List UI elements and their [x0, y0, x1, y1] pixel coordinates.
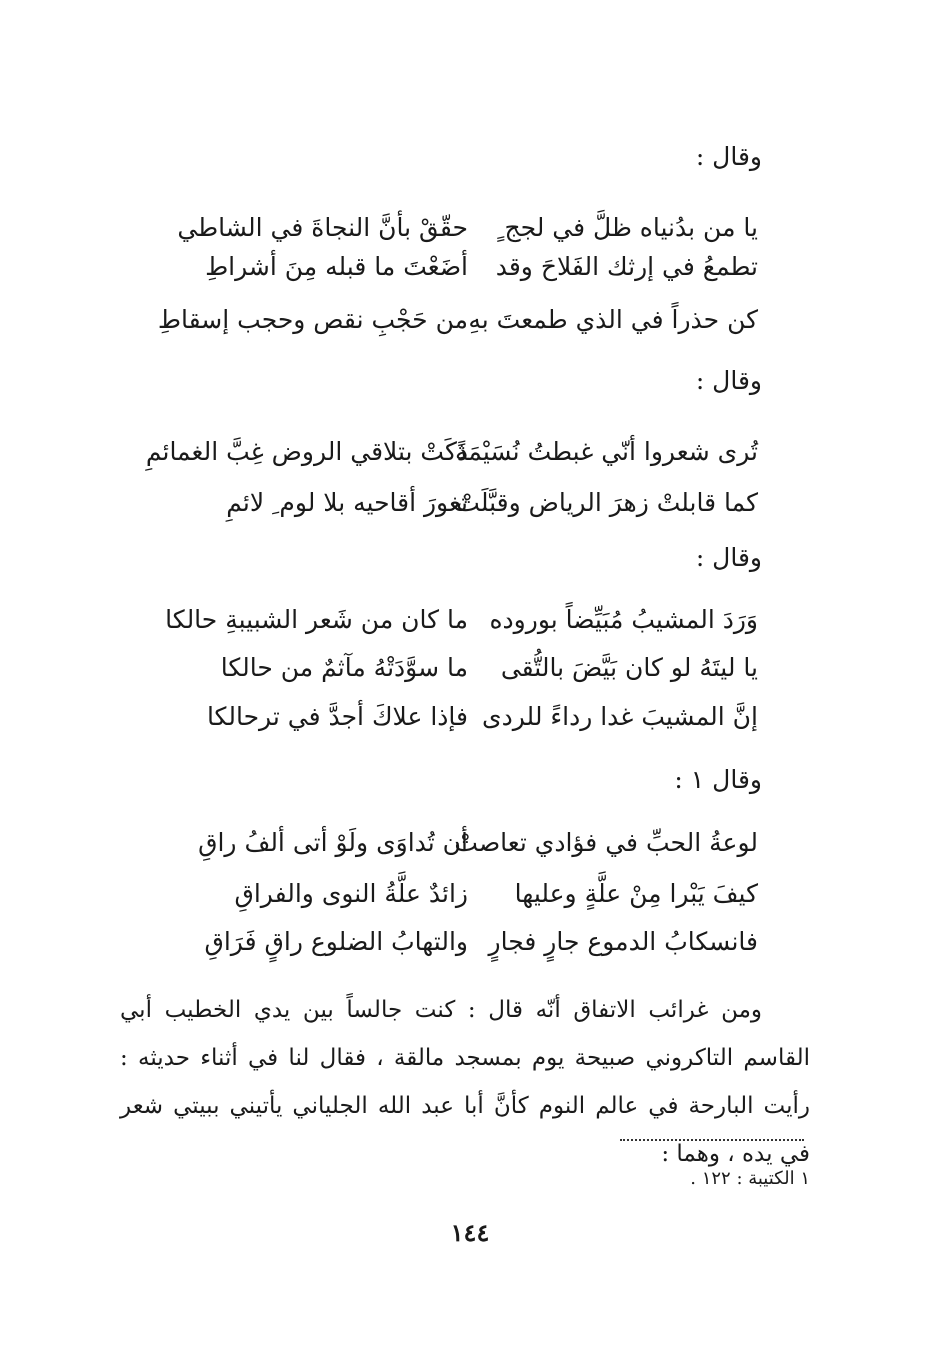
poem-intro: وقال : [695, 142, 762, 171]
page-number: ١٤٤ [450, 1218, 490, 1247]
poem-intro: وقال ١ : [674, 765, 762, 794]
verse-line [0, 595, 940, 645]
verse-second-hemistich: أن تُداوَى ولَوْ أتى ألفُ راقِ [198, 828, 468, 857]
footnote-separator [620, 1139, 804, 1141]
verse-line [0, 869, 940, 919]
verse-second-hemistich: من حَجْبِ نقص وحجب إسقاطِ [157, 305, 468, 334]
verse-first-hemistich: كن حذراً في الذي طمعتَ بهِ [468, 305, 758, 334]
verse-first-hemistich: تُرى شعروا أنّي غبطتُ نُسَيْمَةً [454, 437, 758, 466]
verse-second-hemistich: فإذا علاكَ أجدَّ في ترحالكا [206, 702, 468, 731]
verse-second-hemistich: ما سوَّدَتْهُ مآثمٌ من حالكا [220, 653, 468, 682]
verse-line [0, 692, 940, 742]
verse-line [0, 917, 940, 967]
verse-line [0, 818, 940, 868]
verse-second-hemistich: ثغورَ أقاحيه بلا لوم ِ لائمِ [226, 488, 468, 517]
verse-second-hemistich: والتهابُ الضلوع راقٍ فَرَاقِ [204, 927, 468, 956]
verse-first-hemistich: كما قابلتْ زهرَ الرياض وقبَّلَتْ [456, 488, 758, 517]
verse-line [0, 295, 940, 345]
verse-first-hemistich: وَرَدَ المشيبُ مُبَيِّضاً بوروده [489, 605, 758, 634]
verse-first-hemistich: إنَّ المشيبَ غدا رداءً للردى [482, 702, 758, 731]
verse-first-hemistich: تطمعُ في إرثك الفَلاحَ وقد [495, 252, 758, 281]
prose-text: ومن غرائب الاتفاق أنّه قال : كنت جالساً بين يدي الخطيب أبي القاسم التاكروني صبيحة يوم بمسجد مالقة ، فقال لنا في أثناء حديثه : رأيت البارحة في عالم النوم كأنَّ أبا عبد الله الجلياني يأتيني ببيتي شعر في يده ، وهما : [120, 997, 810, 1167]
poem-intro: وقال : [695, 366, 762, 395]
verse-first-hemistich: لوعةُ الحبِّ في فؤادي تعاصتْ [454, 828, 758, 857]
verse-first-hemistich: كيفَ يَبْرا مِنْ علَّةٍ وعليها [514, 879, 758, 908]
verse-first-hemistich: فانسكابُ الدموع جارٍ فجارٍ [488, 927, 758, 956]
verse-second-hemistich: ما كان من شَعر الشبيبةِ حالكا [165, 605, 468, 634]
verse-first-hemistich: يا من بدُنياه ظلَّ في لجج ٍ [497, 213, 758, 242]
verse-second-hemistich: ذكَتْ بتلاقي الروض غِبَّ الغمائمِ [145, 437, 468, 466]
verse-second-hemistich: زائدٌ علَّةُ النوى والفراقِ [234, 879, 468, 908]
verse-line [0, 643, 940, 693]
verse-first-hemistich: يا ليتَهُ لو كان بَيَّضَ بالتُّقى [500, 653, 758, 682]
verse-line [0, 427, 940, 477]
verse-second-hemistich: أضَعْتَ ما قبله مِنَ أشراطِ [205, 252, 468, 281]
verse-line [0, 242, 940, 292]
footnote: ١ الكتيبة : ١٢٢ . [690, 1168, 810, 1189]
verse-line [0, 478, 940, 528]
poem-intro: وقال : [695, 543, 762, 572]
verse-second-hemistich: حقّقْ بأنَّ النجاةَ في الشاطي [177, 213, 468, 242]
prose-paragraph [120, 986, 810, 1178]
